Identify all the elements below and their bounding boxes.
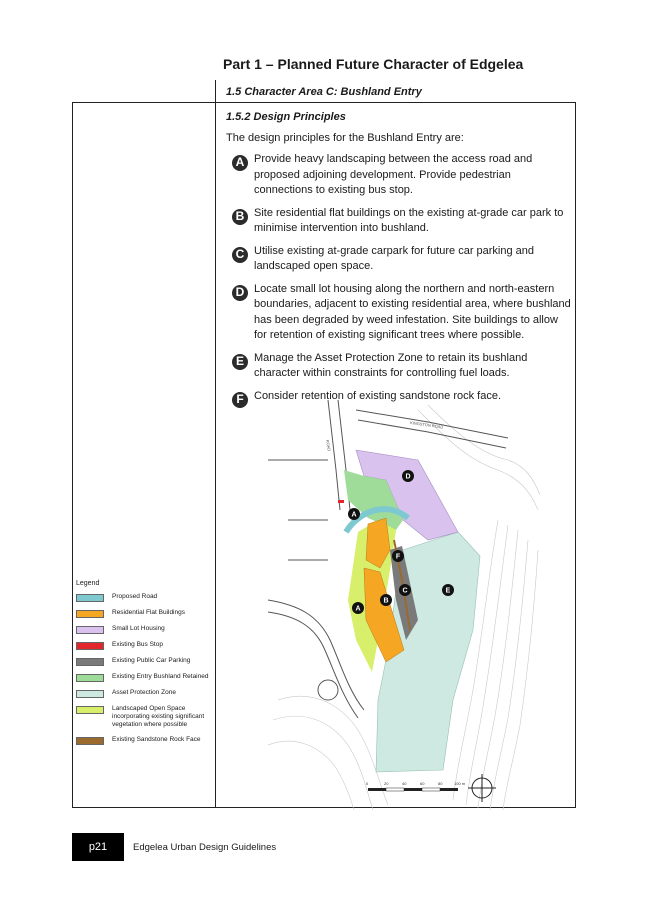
- principle-text: Manage the Asset Protection Zone to retain its bushland character within constraints for controlling fuel loads.: [254, 351, 528, 379]
- principle-a: [232, 152, 572, 199]
- legend-label: Existing Sandstone Rock Face: [112, 736, 201, 743]
- principle-text: Site residential flat buildings on the existing at-grade car park to minimise intervention into bushland.: [254, 206, 564, 234]
- legend-item-existing-bus-stop: [76, 641, 216, 650]
- legend-title: Legend: [76, 580, 100, 587]
- legend-label: Small Lot Housing: [112, 625, 165, 632]
- map-marker-a-north: [348, 508, 360, 520]
- legend-swatch: [76, 626, 104, 634]
- legend-swatch: [76, 658, 104, 666]
- map-legend: [76, 580, 216, 752]
- map-marker-letter: A: [351, 511, 357, 519]
- legend-swatch: [76, 610, 104, 618]
- legend-swatch: [76, 642, 104, 650]
- principle-badge: F: [232, 392, 248, 408]
- scale-label: 20: [384, 781, 389, 786]
- map-marker-letter: C: [402, 587, 408, 595]
- map-marker-e: [442, 584, 454, 596]
- legend-item-landscaped-open-space: [76, 705, 216, 729]
- map-marker-d: [402, 470, 414, 482]
- site-plan-map: [268, 400, 540, 810]
- page-number: p21: [72, 833, 124, 861]
- footer-document-title: Edgelea Urban Design Guidelines: [133, 842, 277, 853]
- legend-item-sandstone-rock-face: [76, 736, 216, 745]
- legend-label: Existing Entry Bushland Retained: [112, 673, 209, 680]
- map-marker-b: [380, 594, 392, 606]
- map-marker-a-south: [352, 602, 364, 614]
- legend-swatch: [76, 674, 104, 682]
- principle-badge: A: [232, 155, 248, 171]
- subsection-heading: 1.5.2 Design Principles: [226, 111, 346, 123]
- principle-b: [232, 206, 572, 237]
- legend-item-proposed-road: [76, 593, 216, 602]
- map-marker-letter: D: [405, 473, 411, 481]
- map-marker-f: [392, 550, 404, 562]
- legend-swatch: [76, 737, 104, 745]
- legend-label: Existing Public Car Parking: [112, 657, 191, 664]
- legend-label: Proposed Road: [112, 593, 158, 600]
- scale-label: 60: [420, 781, 425, 786]
- map-marker-letter: A: [355, 605, 361, 613]
- principle-badge: B: [232, 209, 248, 225]
- page-title: Part 1 – Planned Future Character of Edgelea: [223, 56, 524, 72]
- principle-badge: D: [232, 285, 248, 301]
- header-divider: [215, 80, 216, 102]
- map-marker-letter: E: [445, 587, 451, 595]
- scale-label: 40: [402, 781, 407, 786]
- road-label-kingston: KINGSTON ROAD: [409, 420, 444, 430]
- legend-item-existing-public-car-parking: [76, 657, 216, 666]
- road-label-road: ROAD: [325, 439, 332, 452]
- map-marker-c: [399, 584, 411, 596]
- map-marker-letter: B: [383, 597, 389, 605]
- map-marker-letter: F: [395, 553, 401, 561]
- legend-label: Landscaped Open Space incorporating existing significant vegetation where possible: [112, 705, 205, 728]
- legend-item-existing-entry-bushland: [76, 673, 216, 682]
- principle-c: [232, 244, 572, 275]
- scale-label: 80: [438, 781, 443, 786]
- principle-e: [232, 351, 572, 382]
- principle-text: Provide heavy landscaping between the access road and proposed adjoining development. Provide pedestrian connections to existing bus stop.: [254, 153, 533, 196]
- principle-badge: C: [232, 247, 248, 263]
- legend-label: Residential Flat Buildings: [112, 609, 185, 616]
- intro-text: The design principles for the Bushland Entry are:: [226, 132, 464, 144]
- legend-item-small-lot-housing: [76, 625, 216, 634]
- scale-bar: [368, 788, 458, 791]
- legend-label: Asset Protection Zone: [112, 689, 176, 696]
- scale-label: 0: [366, 781, 369, 786]
- legend-label: Existing Bus Stop: [112, 641, 163, 648]
- bus-stop-marker: [338, 500, 344, 503]
- principle-badge: E: [232, 354, 248, 370]
- legend-swatch: [76, 690, 104, 698]
- legend-swatch: [76, 594, 104, 602]
- principle-d: [232, 282, 572, 344]
- legend-item-residential-flat-buildings: [76, 609, 216, 618]
- principles-list: [232, 152, 572, 415]
- scale-label: 100 m: [454, 781, 466, 786]
- legend-item-asset-protection-zone: [76, 689, 216, 698]
- principle-text: Utilise existing at-grade carpark for future car parking and landscaped open space.: [254, 244, 535, 272]
- legend-swatch: [76, 706, 104, 714]
- principle-text: Locate small lot housing along the northern and north-eastern boundaries, adjacent to existing residential area, where bushland has been degraded by weed infestation. Site buildings to allow for retention of existing significant trees where possible.: [254, 282, 571, 341]
- principle-text: Consider retention of existing sandstone rock face.: [254, 389, 502, 402]
- section-heading: 1.5 Character Area C: Bushland Entry: [226, 86, 422, 98]
